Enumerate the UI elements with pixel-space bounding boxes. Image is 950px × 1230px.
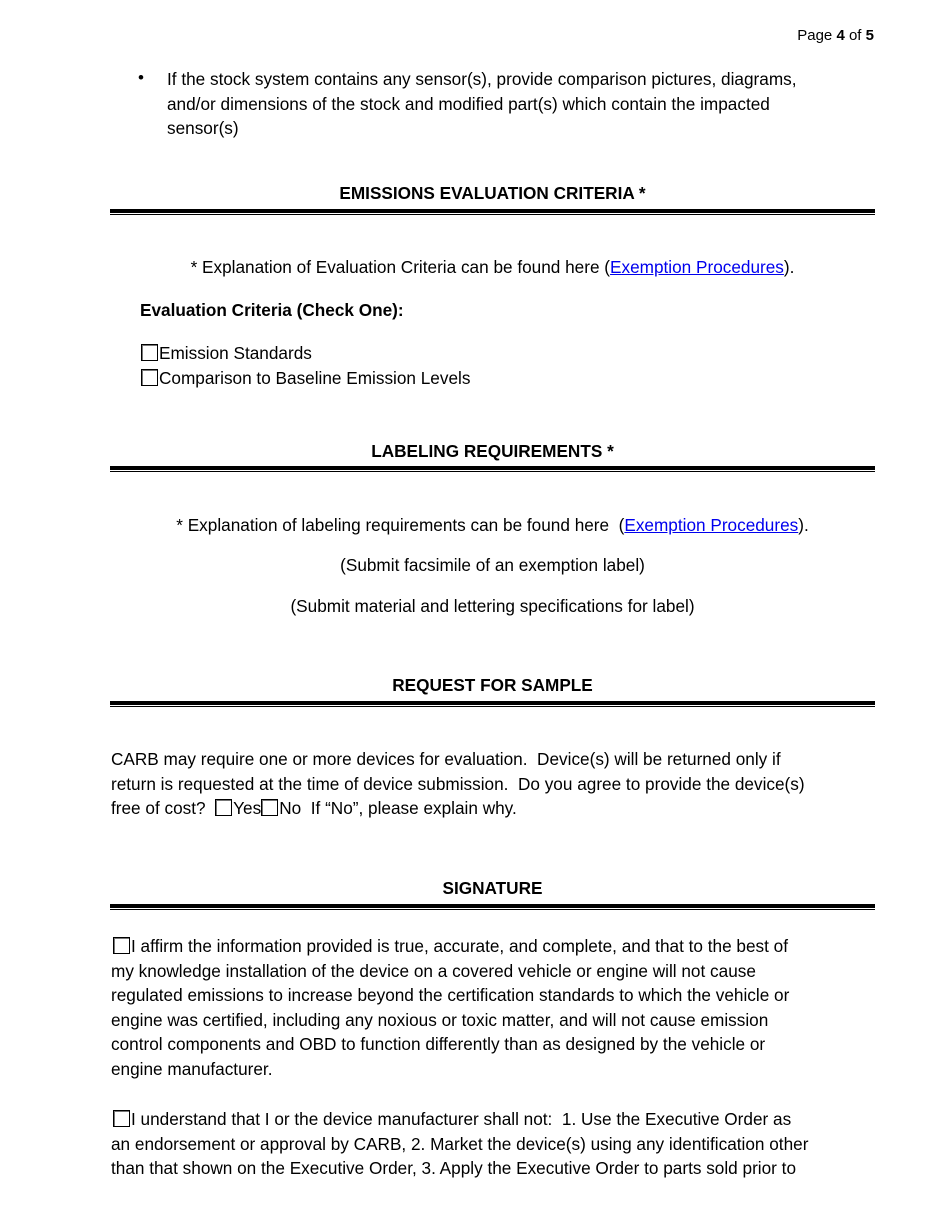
page-prefix: Page [797,27,833,44]
signature-divider [110,904,875,910]
affirm-line: my knowledge installation of the device on a covered vehicle or engine will not cause [111,960,756,981]
understand-first-line [111,1107,808,1132]
sample-divider [110,701,875,707]
page-total: 5 [865,27,874,44]
affirm-line: control components and OBD to function differently than as designed by the vehicle or [111,1034,766,1054]
understand-paragraph [111,1107,808,1181]
emissions-note [110,255,875,280]
emissions-heading: EMISSIONS EVALUATION CRITERIA * [339,183,646,203]
labeling-exemption-link[interactable]: Exemption Procedures [624,515,799,535]
affirm-line: I affirm the information provided is true, accurate, and complete, and that to the best of [131,936,788,956]
emission-standards-checkbox[interactable] [141,344,158,361]
understand-line: than that shown on the Executive Order, 3. Apply the Executive Order to parts sold prior to [111,1158,797,1178]
affirm-checkbox[interactable] [113,937,130,954]
sample-no-checkbox[interactable] [261,799,278,816]
sample-line: return is requested at the time of device submission. Do you agree to provide the device(s) [111,773,805,794]
affirm-line: engine manufacturer. [111,1058,273,1079]
labeling-heading: LABELING REQUIREMENTS * [371,441,614,461]
labeling-divider [110,466,875,472]
understand-line: I understand that I or the device manufacturer shall not: 1. Use the Executive Order as [131,1109,792,1129]
page-of: of [848,27,862,44]
labeling-specs-note: (Submit material and lettering specifications for label) [290,596,695,616]
criteria-option-emission-standards[interactable] [141,341,312,366]
baseline-emissions-checkbox[interactable] [141,369,158,386]
emissions-note-prefix: * Explanation of Evaluation Criteria can be found here ( [190,257,611,277]
labeling-facsimile-note: (Submit facsimile of an exemption label) [340,555,645,575]
sample-paragraph [111,747,805,821]
emissions-note-suffix: ). [783,257,795,277]
sample-question: free of cost? [111,798,206,818]
bullet-line: and/or dimensions of the stock and modified part(s) which contain the impacted [167,93,770,114]
page-number [797,27,874,44]
affirm-line: engine was certified, including any noxious or toxic matter, and will not cause emission [111,1009,769,1030]
signature-heading: SIGNATURE [442,878,543,898]
understand-checkbox[interactable] [113,1110,130,1127]
page-current: 4 [836,27,845,44]
understand-line: an endorsement or approval by CARB, 2. Market the device(s) using any identification other [111,1133,809,1154]
sample-no-label: No [279,798,302,818]
sample-explain: If “No”, please explain why. [310,798,517,818]
labeling-note-suffix: ). [798,515,809,535]
sample-heading: REQUEST FOR SAMPLE [392,675,593,695]
bullet-icon: • [138,68,144,87]
criteria-option-label: Comparison to Baseline Emission Levels [159,368,471,388]
sample-yes-checkbox[interactable] [215,799,232,816]
affirm-first-line [111,934,789,959]
labeling-note-prefix: * Explanation of labeling requirements can be found here ( [176,515,625,535]
criteria-label: Evaluation Criteria (Check One): [140,300,404,320]
criteria-option-baseline[interactable] [141,366,470,391]
labeling-note [110,513,875,538]
sample-answer-line [111,796,805,821]
affirm-paragraph [111,934,789,1081]
bullet-item [167,67,797,141]
sample-yes-label: Yes [233,798,262,818]
bullet-line: sensor(s) [167,118,239,138]
sample-line: CARB may require one or more devices for evaluation. Device(s) will be returned only if [111,749,781,769]
affirm-line: regulated emissions to increase beyond the certification standards to which the vehicle or [111,985,790,1005]
criteria-option-label: Emission Standards [159,343,312,363]
bullet-line: If the stock system contains any sensor(s), provide comparison pictures, diagrams, [167,69,797,89]
emissions-exemption-link[interactable]: Exemption Procedures [610,257,784,277]
emissions-divider [110,209,875,215]
